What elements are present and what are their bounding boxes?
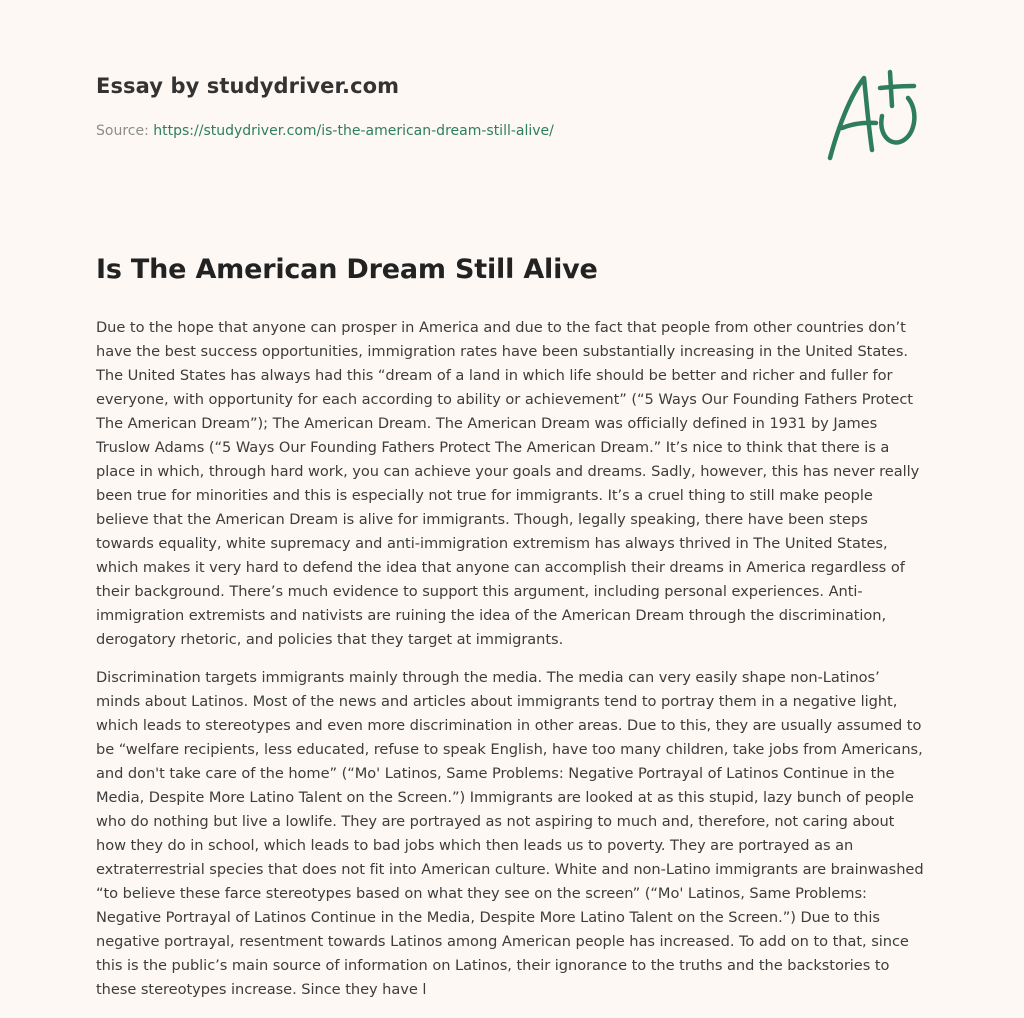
- essay-header: [96, 74, 926, 139]
- source-label: Source:: [96, 123, 149, 139]
- source-link[interactable]: https://studydriver.com/is-the-american-dream-still-alive/: [153, 123, 554, 139]
- site-title: Essay by studydriver.com: [96, 74, 400, 98]
- essay-body: [96, 316, 928, 1016]
- essay-paragraph: Due to the hope that anyone can prosper in America and due to the fact that people from other countries don’t have the best success opportunities, immigration rates have been substantially increasing in the United States. The United States has always had this “dream of a land in which life should be better and richer and fuller for everyone, with opportunity for each according to ability or achievement” (“5 Ways Our Founding Fathers Protect The American Dream”); The American Dream. The American Dream was officially defined in 1931 by James Truslow Adams (“5 Ways Our Founding Fathers Protect The American Dream.” It’s nice to think that there is a place in which, through hard work, you can achieve your goals and dreams. Sadly, however, this has never really been true for minorities and this is especially not true for immigrants. It’s a cruel thing to still make people believe that the American Dream is alive for immigrants. Though, legally speaking, there have been steps towards equality, white supremacy and anti-immigration extremism has always thrived in The United States, which makes it very hard to defend the idea that anyone can accomplish their dreams in America regardless of their background. There’s much evidence to support this argument, including personal experiences. Anti-immigration extremists and nativists are ruining the idea of the American Dream through the discrimination, derogatory rhetoric, and policies that they target at immigrants.: [96, 319, 920, 648]
- source-line: [96, 123, 926, 139]
- a-plus-logo-graphic: [820, 66, 930, 166]
- a-plus-logo-icon: [820, 66, 930, 166]
- essay-paragraph: Discrimination targets immigrants mainly through the media. The media can very easily shape non-Latinos’ minds about Latinos. Most of the news and articles about immigrants tend to portray them in a negative light, which leads to stereotypes and even more discrimination in other areas. Due to this, they are usually assumed to be “welfare recipients, less educated, refuse to speak English, have too many children, take jobs from Americans, and don't take care of the home” (“Mo' Latinos, Same Problems: Negative Portrayal of Latinos Continue in the Media, Despite More Latino Talent on the Screen.”) Immigrants are looked at as this stupid, lazy bunch of people who do nothing but live a lowlife. They are portrayed as not aspiring to much and, therefore, not caring about how they do in school, which leads to bad jobs which then leads us to poverty. They are portrayed as an extraterrestrial species that does not fit into American culture. White and non-Latino immigrants are brainwashed “to believe these farce stereotypes based on what they see on the screen” (“Mo' Latinos, Same Problems: Negative Portrayal of Latinos Continue in the Media, Despite More Latino Talent on the Screen.”) Due to this negative portrayal, resentment towards Latinos among American people has increased. To add on to that, since this is the public’s main source of information on Latinos, their ignorance to the truths and the backstories to these stereotypes increase. Since they have l: [96, 669, 924, 998]
- essay-title: Is The American Dream Still Alive: [96, 254, 598, 285]
